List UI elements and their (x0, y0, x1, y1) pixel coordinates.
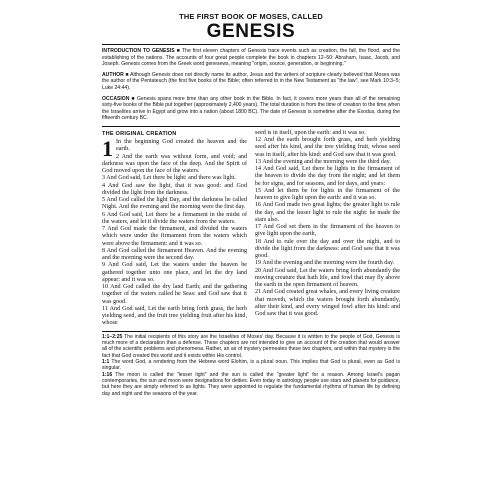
introduction-block (102, 48, 400, 122)
author-text: ■ Although Genesis does not directly name its author, Jesus and the writers of scripture clearly believed that Moses was the author of the Pentateuch (the first five books of the Bible; often referred to in the New Testament as "the law", see Mark 10:3–5; Luke 24:44). (102, 71, 400, 91)
verse: seed is in itself, upon the earth: and it was so. (255, 129, 366, 136)
verse: 9 And God said, Let the waters under the heaven be gathered together unto one place, and let the dry land appear: and it was so. (102, 262, 247, 283)
verse: 7 And God made the firmament, and divided the waters which were under the firmament from the waters which were above the firmament: and it was so. (102, 226, 247, 247)
right-column (255, 130, 400, 328)
left-column (102, 130, 247, 328)
intro-text: ■ The first eleven chapters of Genesis trace events such as creation, the fall, the flood, and the establishing of the nations. The accounts of four great people complete the book in chapters 12–50: Abraham, Isaac, Jacob, and Joseph. Genesis comes from the Greek word genesews, meaning "origin, source, generation, or beginning." (102, 48, 401, 68)
verse: 3 And God said, Let there be light: and there was light. (102, 175, 236, 182)
verse: 21 And God created great whales, and every living creature that moveth, which the waters brought forth abundantly, after their kind, and every winged fowl after his kind: and God saw that it was good. (255, 289, 400, 318)
verse-1: 1 In the beginning God created the heaven and the earth. (102, 136, 247, 162)
verse: 17 And God set them in the firmament of the heaven to give light upon the earth, (255, 224, 400, 238)
title-divider (102, 44, 400, 45)
verse: 5 And God called the light Day, and the darkness he called Night. And the evening and the morning were the first day. (102, 197, 247, 211)
study-note (102, 372, 400, 397)
verse: 15 And let them be for lights in the firmament of the heaven to give light upon the earth: and it was so. (255, 187, 400, 202)
verse: 13 And the evening and the morning were the third day. (255, 158, 391, 165)
note-reference: 1:1–2:25 (102, 333, 123, 340)
note-text: The initial recipients of this story are the Israelites of Moses' day. Because it is written to the people of God, Genesis is much more of a declaration than a defense. These chapters are not intended to give an account of the creation that would answer all of the scientific problems and phenomena. Rather, an air of mystery permeates these two chapters, and within that mystery is the fact that God created this world and it exists within His control. (102, 333, 400, 359)
verse: 11 And God said, Let the earth bring forth grass, the herb yielding seed, and the fruit tree yielding fruit after his kind, whose (102, 305, 247, 327)
occasion-label: OCCASION (102, 95, 130, 102)
occasion-paragraph (102, 96, 400, 122)
verse: 16 And God made two great lights; the greater light to rule the day, and the lesser light to rule the night: he made the stars also. (255, 202, 400, 223)
note-reference: 1:1 (102, 359, 110, 366)
study-note (102, 334, 400, 359)
verse: 20 And God said, Let the waters bring forth abundantly the moving creature that hath life, and fowl that may fly above the earth in the open firmament of heaven. (255, 267, 400, 289)
verse: 6 And God said, Let there be a firmament in the midst of the waters, and let it divide the waters from the waters. (102, 211, 247, 225)
section-divider (102, 126, 400, 127)
intro-paragraph (102, 48, 400, 68)
verse: 18 And to rule over the day and over the night, and to divide the light from the darkness: and God saw that it was good. (255, 238, 400, 260)
verse: 12 And the earth brought forth grass, and herb yielding seed after his kind, and the tree yielding fruit, whose seed was in itself, after his kind: and God saw that it was good. (255, 137, 400, 158)
author-label: AUTHOR (102, 71, 124, 78)
chapter-number: 1 (102, 136, 113, 162)
verse: 2 And the earth was without form, and void; and darkness was upon the face of the deep. And the Spirit of God moved upon the face of the waters. (102, 153, 247, 175)
verse: 14 And God said, Let there be lights in the firmament of the heaven to divide the day from the night; and let them be for signs, and for seasons, and for days, and years: (255, 166, 400, 187)
scripture-columns (102, 130, 400, 328)
bible-page (102, 8, 400, 496)
occasion-text: ■ Genesis spans more time than any other book in the Bible. In fact, it covers more years than all of the remaining sixty-five books of the Bible put together (approximately 2,400 years). The total duration is from the time of creation to the time when the Israelites arrive in Egypt and grow into a nation (about 1800 BC). The date of Genesis is sometime after the Exodus, during the fifteenth century BC. (102, 95, 400, 122)
verse: 19 And the evening and the morning were the fourth day. (255, 260, 395, 267)
intro-label: INTRODUCTION TO GENESIS (102, 48, 175, 54)
book-supertitle: THE FIRST BOOK OF MOSES, CALLED (179, 12, 323, 21)
study-notes (102, 334, 400, 397)
note-reference: 1:16 (102, 371, 113, 378)
author-paragraph (102, 72, 400, 92)
verse: 10 And God called the dry land Earth; and the gathering together of the waters called he Seas: and God saw that it was good. (102, 284, 247, 305)
study-note (102, 359, 400, 372)
note-text: The word God, a rendering from the Hebrew word Elohim, is a plural noun. This implies that God is plural, even as God is singular. (102, 359, 400, 372)
book-title: GENESIS (206, 21, 296, 42)
verse: 4 And God saw the light, that it was good: and God divided the light from the darkness. (102, 182, 247, 196)
verse: 8 And God called the firmament Heaven. And the evening and the morning were the second day. (102, 247, 247, 262)
note-text: The moon is called the "lesser light" and the sun is called the "greater light" for a reason. Among Israel's pagan contemporaries, the sun and moon were designations for deities. Even today in astrology people use stars and planets for guidance, but here they are simply referred to as lights. They were appointed to regulate the fundamental rhythms of human life by defining day and night and the seasons of the year. (102, 371, 400, 397)
notes-divider (102, 331, 400, 332)
section-heading: THE ORIGINAL CREATION (102, 130, 177, 137)
